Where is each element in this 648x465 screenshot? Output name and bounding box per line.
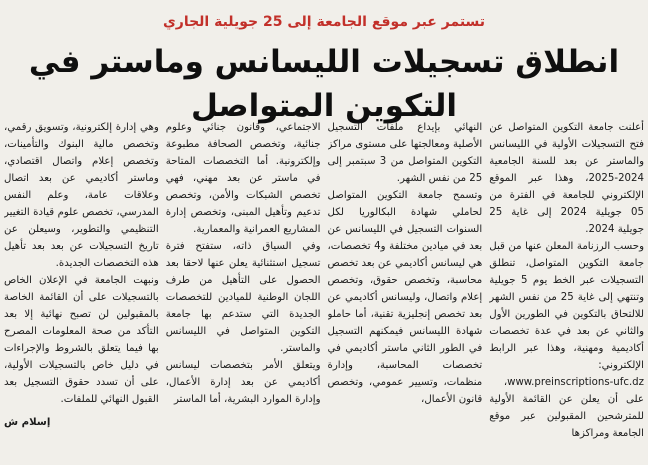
article-kicker: تستمر عبر موقع الجامعة إلى 25 جويلية الجاري: [162, 14, 486, 30]
article-headline: انطلاق تسجيلات الليسانس وماستر في التكوين المتواصل: [28, 44, 620, 124]
column-4-text: وهي إدارة إلكترونية، وتسويق رقمي، وتخصص مالية البنوك والتأمينات، وتخصص إعلام واتصال اقتصادي، وماستر أكاديمي عن بعد اتصال وعلاقات عامة، وعلم النفس المدرسي، تخصص علوم قيادة التغيير التنظيمي والتطوير، وسيعلن عن تاريخ التسجيلات عن بعد بعد تأهيل هذه التخصصات الجديدة. ونبهت الجامعة في الإعلان الخاص بالتسجيلات على أن القائمة الخاصة بالمقبولين لن تصبح نهائية إلا بعد التأكد من صحة المعلومات المصرح بها فيما يتعلق بالشروط والإجراءات في دليل خاص بالتسجيلات الأولية، على أن تسدد حقوق التسجيل بعد القبول النهائي للملفات.: [4, 122, 159, 405]
article-column-3: [166, 102, 321, 465]
article-column-2: [328, 102, 483, 465]
article-column-4: [4, 102, 159, 465]
article-column-1: [489, 102, 644, 465]
article-body: [4, 102, 644, 465]
column-2-text: النهائي بإيداع ملفات التسجيل الأصلية ومعالجتها على مستوى مراكز التكوين المتواصل من 3 سبتمبر إلى 25 من نفس الشهر. وتسمح جامعة التكوين المتواصل لحاملي شهادة البكالوريا لكل السنوات التسجيل في الليسانس عن بعد في ميادين مختلفة و4 تخصصات، هي ليسانس أكاديمي عن بعد تخصص محاسبة، وتخصص حقوق، وتخصص إعلام واتصال، وليسانس أكاديمي عن بعد تخصص إنجليزية تقنية، أما حاملو شهادة الليسانس فيمكنهم التسجيل في الطور الثاني ماستر أكاديمي في تخصصات المحاسبة، وإدارة منظمات، وتسيير عمومي، وتخصص قانون الأعمال،: [327, 122, 483, 405]
author-signature: إسلام ش: [4, 417, 51, 428]
column-1-text: أعلنت جامعة التكوين المتواصل عن فتح التسجيلات الأولية في الليسانس والماستر عن بعد للسنة الجامعية 2024-2025، وهذا عبر الموقع الإلكتروني للجامعة في الفترة من 05 جويلية 2024 إلى غاية 25 جويلية 2024. وحسب الرزنامة المعلن عنها من قبل جامعة التكوين المتواصل، تنطلق التسجيلات عبر الخط يوم 5 جويلية وتنتهي إلى غاية 25 من نفس الشهر للالتحاق بالتكوين في الطورين الأول والثاني عن بعد في عدة تخصصات أكاديمية ومهنية، وهذا عبر الرابط الإلكتروني: www.preinscriptions-ufc.dz، على أن يعلن عن القائمة الأولية للمترشحين المقبولين عبر موقع الجامعة ومراكزها: [489, 122, 644, 439]
column-3-text: الاجتماعي، وقانون جنائي وعلوم جنائية، وتخصص الصحافة مطبوعة وإلكترونية. أما التخصصات المتاحة في ماستر عن بعد مهني، فهي تخصص الشبكات والأمن، وتخصص تدعيم وتأهيل المبنى، وتخصص إدارة المشاريع العمرانية والمعمارية. وفي السياق ذاته، ستفتح فترة تسجيل استثنائية يعلن عنها لاحقا بعد الحصول على التأهيل من طرف اللجان الوطنية للميادين للتخصصات الجديدة التي ستدعم بها جامعة التكوين المتواصل في الليسانس والماستر. ويتعلق الأمر بتخصصات ليسانس أكاديمي عن بعد إدارة الأعمال، وإدارة الموارد البشرية، أما الماستر: [165, 122, 321, 405]
